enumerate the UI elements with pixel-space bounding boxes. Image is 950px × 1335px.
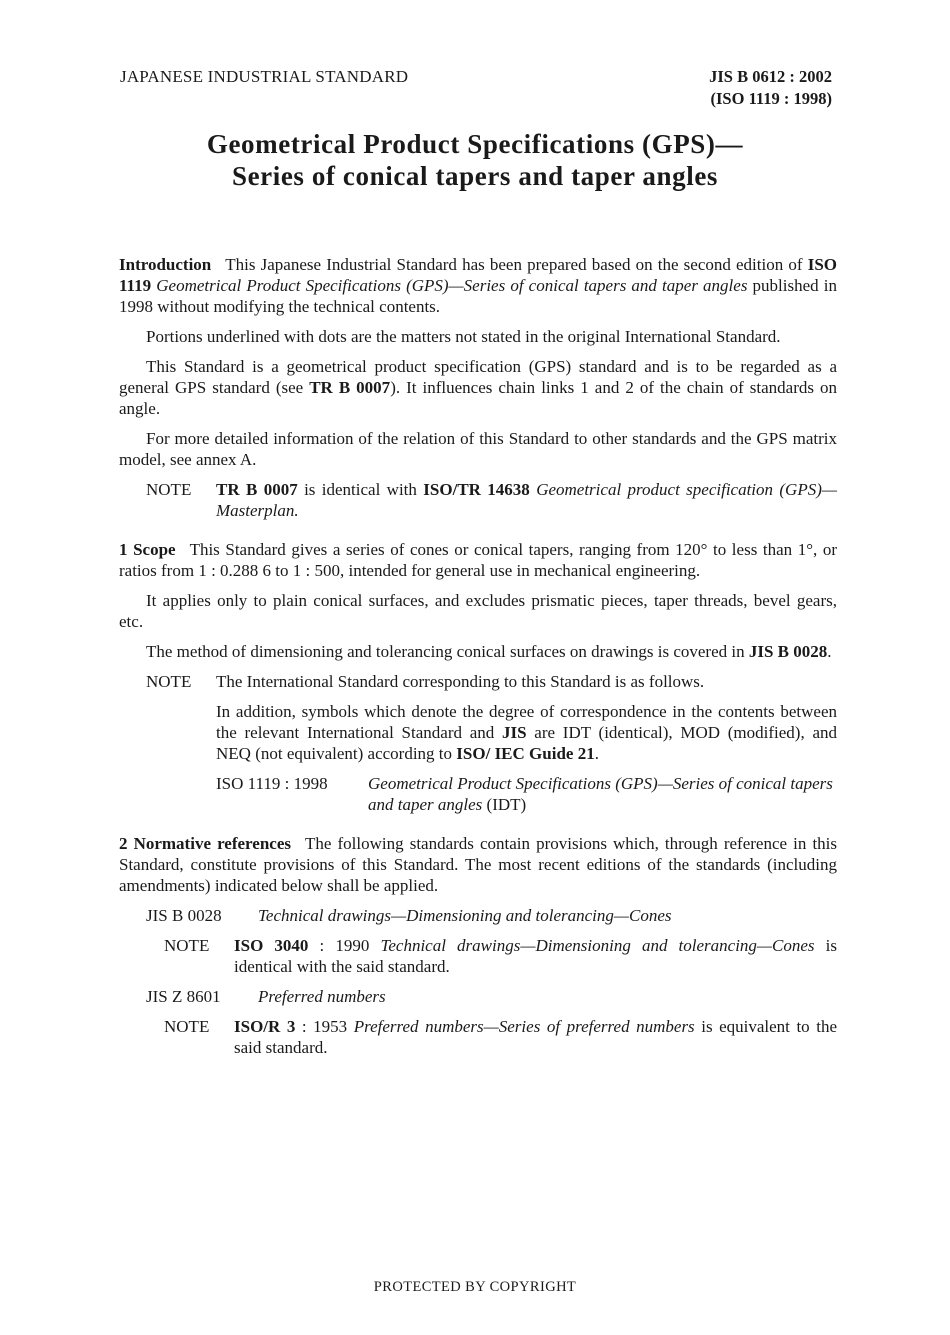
intro-paragraph-2: Portions underlined with dots are the matters not stated in the original International Standard. <box>146 327 781 346</box>
iso-1119-ref: ISO 1119 <box>119 255 837 295</box>
scope-paragraph-1: 1 Scope This Standard gives a series of cones or conical tapers, ranging from 120° to less than 1°, or ratios from 1 : 0.288 6 to 1 : 500, intended for general use in mechanical engineering. <box>119 540 838 580</box>
intro-note: NOTE TR B 0007 is identical with ISO/TR 14638 Geometrical product specification (GPS)—Masterplan. <box>146 480 837 520</box>
document-body <box>119 254 837 1067</box>
standard-type-header: JAPANESE INDUSTRIAL STANDARD <box>120 67 409 86</box>
iso-number: (ISO 1119 : 1998) <box>710 89 832 108</box>
scope-heading: 1 Scope <box>119 540 176 559</box>
title-line-1: Geometrical Product Specifications (GPS)— <box>206 129 744 159</box>
note-label: NOTE <box>146 480 192 499</box>
jis-number: JIS B 0612 : 2002 <box>709 67 832 86</box>
intro-paragraph-1: Introduction This Japanese Industrial Standard has been prepared based on the second edition of ISO 1119 Geometrical Product Specifications (GPS)—Series of conical tapers and taper angles published in 1998 without modifying the technical contents. <box>119 255 837 316</box>
scope-note: NOTE The International Standard corresponding to this Standard is as follows. <box>146 672 705 691</box>
iso-code: ISO 1119 : 1998 <box>216 774 328 793</box>
normative-paragraph-1: 2 Normative references The following standards contain provisions which, through reference in this Standard, constitute provisions of this Standard. The most recent editions of the standards (including amendments) indicated below shall be applied. <box>119 834 838 895</box>
copyright-footer: PROTECTED BY COPYRIGHT <box>373 1279 577 1295</box>
document-title <box>0 128 950 192</box>
scope-paragraph-2: It applies only to plain conical surfaces, and excludes prismatic pieces, taper threads, bevel gears, etc. <box>119 591 837 631</box>
reference-jis-b-0028: JIS B 0028 Technical drawings—Dimensioning and tolerancing—Cones <box>146 906 672 925</box>
normative-heading: 2 Normative references <box>119 834 292 853</box>
standard-number-header <box>709 66 832 110</box>
intro-heading: Introduction <box>119 255 212 274</box>
reference-note-2: NOTE ISO/R 3 : 1953 Preferred numbers—Series of preferred numbers is equivalent to the said standard. <box>164 1017 837 1057</box>
correspondence-paragraph: In addition, symbols which denote the degree of correspondence in the contents between the relevant International Standard and JIS are IDT (identical), MOD (modified), and NEQ (not equivalent) according to ISO/ IEC Guide 21. <box>216 702 837 763</box>
reference-note-1: NOTE ISO 3040 : 1990 Technical drawings—Dimensioning and tolerancing—Cones is identical with the said standard. <box>164 936 837 976</box>
note-label: NOTE <box>146 672 192 691</box>
intro-paragraph-3: This Standard is a geometrical product specification (GPS) standard and is to be regarded as a general GPS standard (see TR B 0007). It influences chain links 1 and 2 of the chain of standards on angle. <box>119 357 837 418</box>
title-line-2: Series of conical tapers and taper angles <box>231 161 719 191</box>
corresponding-iso-entry: ISO 1119 : 1998 Geometrical Product Specifications (GPS)—Series of conical tapers and taper angles (IDT) <box>216 774 833 814</box>
tr-b-0007-ref: TR B 0007 <box>309 378 391 397</box>
scope-paragraph-3: The method of dimensioning and tolerancing conical surfaces on drawings is covered in JIS B 0028. <box>146 642 832 661</box>
reference-jis-z-8601: JIS Z 8601 Preferred numbers <box>146 987 386 1006</box>
intro-paragraph-4: For more detailed information of the relation of this Standard to other standards and the GPS matrix model, see annex A. <box>119 429 837 469</box>
